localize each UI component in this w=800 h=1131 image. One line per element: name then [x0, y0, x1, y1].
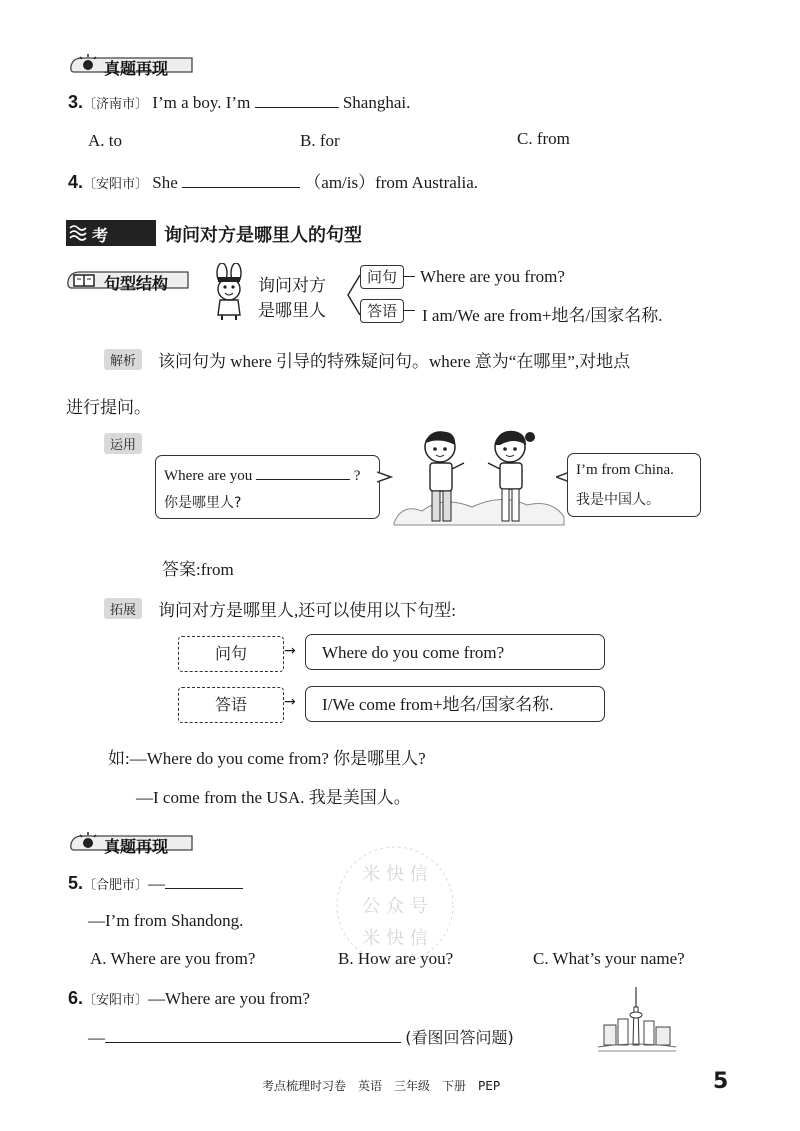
question-region: 〔安阳市〕: [83, 177, 149, 192]
speech-bubble-left: [155, 455, 380, 519]
tag-connector: [403, 276, 415, 277]
option-a[interactable]: A. to: [88, 131, 122, 150]
question-number: 5.: [68, 873, 84, 893]
bubble-answer-text: I’m from China.: [576, 462, 674, 478]
question-3: [68, 92, 410, 113]
reply-dash: —: [88, 1028, 105, 1047]
question-text: Shanghai.: [342, 93, 411, 112]
city-skyline-illustration: [596, 985, 678, 1055]
extend-answer-tag: 答语: [178, 687, 284, 723]
structure-question-text: Where are you from?: [420, 267, 565, 286]
answer-blank[interactable]: [165, 874, 243, 889]
question-text: —Where are you from?: [148, 989, 310, 1008]
section-banner-real-exam-1: [68, 52, 196, 78]
question-6: [68, 988, 310, 1009]
footer-text: 考点梳理时习卷 英语 三年级 下册 PEP: [262, 1079, 501, 1093]
extend-question-text: Where do you come from?: [305, 634, 605, 670]
purpose-line-1: 询问对方: [258, 276, 326, 296]
svg-text:米 快 信: 米 快 信: [362, 928, 428, 949]
svg-text:米 快 信: 米 快 信: [362, 864, 428, 885]
question-number: 6.: [68, 988, 84, 1008]
analysis-line-2: 进行提问。: [66, 398, 151, 417]
question-tag: 问句: [360, 265, 404, 289]
usage-answer: 答案:from: [162, 560, 234, 579]
analysis-tag: 解析: [104, 349, 142, 370]
kaodian-badge-icon: [66, 220, 156, 246]
structure-answer-text: I am/We are from+地名/国家名称.: [422, 306, 663, 325]
example-line-1: 如:—Where do you come from? 你是哪里人?: [108, 749, 426, 768]
answer-blank[interactable]: [256, 465, 350, 480]
question-text: I’m a boy. I’m: [152, 93, 251, 112]
question-hint: (看图回答问题): [405, 1028, 514, 1047]
bubble-question-cn: 你是哪里人?: [164, 495, 242, 511]
question-text: She: [152, 173, 178, 192]
kaodian-title: 询问对方是哪里人的句型: [164, 225, 362, 246]
bubble-question-text: Where are you: [164, 468, 253, 484]
answer-blank[interactable]: [182, 173, 300, 188]
option-c[interactable]: C. from: [517, 129, 570, 148]
speech-bubble-right: [567, 453, 701, 517]
answer-blank[interactable]: [255, 93, 339, 108]
children-illustration: [392, 425, 567, 535]
option-b[interactable]: B. for: [300, 131, 340, 150]
purpose-line-2: 是哪里人: [258, 301, 326, 321]
extend-question-tag: 问句: [178, 636, 284, 672]
rabbit-mascot-icon: [206, 263, 252, 321]
question-5-reply: —I’m from Shandong.: [88, 911, 244, 930]
brace-icon: [342, 273, 362, 317]
answer-tag: 答语: [360, 299, 404, 323]
section-title: 真题再现: [104, 837, 169, 856]
question-number: 4.: [68, 172, 84, 192]
page-number: 5: [713, 1069, 729, 1094]
question-region: 〔安阳市〕: [83, 993, 149, 1008]
usage-tag: 运用: [104, 433, 142, 454]
analysis-line-1: 该问句为 where 引导的特殊疑问句。where 意为“在哪里”,对地点: [158, 352, 631, 371]
option-b[interactable]: B. How are you?: [338, 949, 454, 968]
option-a[interactable]: A. Where are you from?: [90, 949, 256, 968]
bubble-tail-icon: [377, 470, 393, 484]
question-region: 〔合肥市〕: [83, 878, 149, 893]
question-5: [68, 873, 243, 894]
arrow-icon: →: [284, 643, 296, 659]
extend-intro: 询问对方是哪里人,还可以使用以下句型:: [158, 601, 456, 620]
arrow-icon: →: [284, 694, 296, 710]
extend-answer-text: I/We come from+地名/国家名称.: [305, 686, 605, 722]
svg-text:公 众 号: 公 众 号: [362, 896, 428, 917]
question-4: [68, 168, 478, 193]
section-title: 真题再现: [104, 59, 169, 78]
question-number: 3.: [68, 92, 84, 112]
structure-label: 句型结构: [104, 274, 169, 293]
option-c[interactable]: C. What’s your name?: [533, 949, 685, 968]
example-line-2: —I come from the USA. 我是美国人。: [136, 788, 411, 807]
question-region: 〔济南市〕: [83, 97, 149, 112]
bubble-answer-cn: 我是中国人。: [576, 492, 660, 508]
answer-blank[interactable]: [105, 1028, 401, 1043]
question-text: （am/is）from Australia.: [304, 173, 479, 192]
question-6-reply: [88, 1025, 514, 1048]
extend-tag: 拓展: [104, 598, 142, 619]
bubble-question-mark: ?: [353, 468, 361, 484]
question-text: —: [148, 874, 166, 893]
structure-label-box: [66, 266, 190, 292]
kaodian-label: 考点: [92, 226, 109, 268]
tag-connector: [403, 310, 415, 311]
section-banner-real-exam-2: [68, 830, 196, 856]
